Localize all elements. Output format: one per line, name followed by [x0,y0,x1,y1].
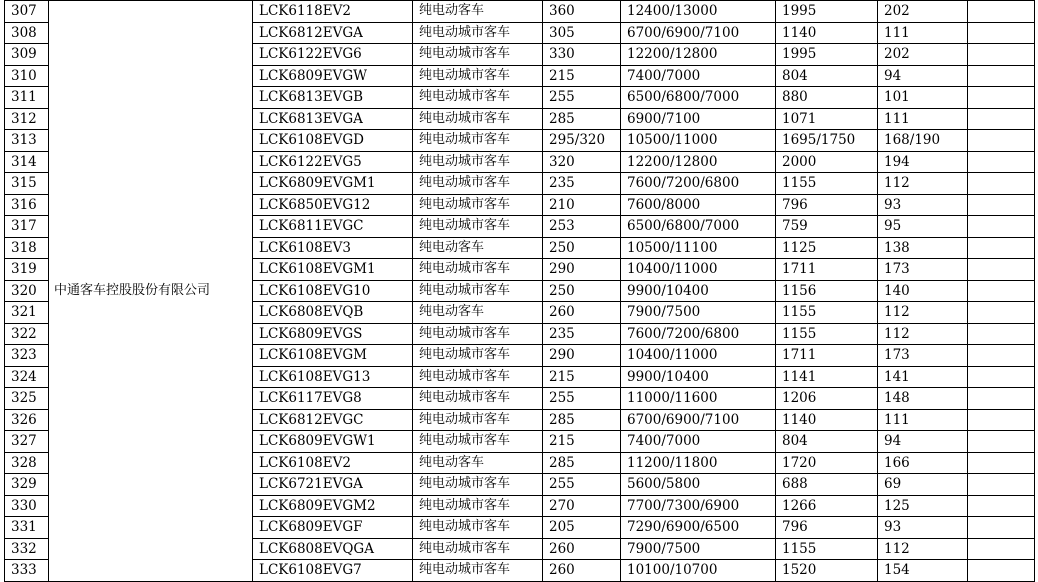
value-cell-a: 1995 [776,1,878,23]
mass-cell: 7400/7000 [621,431,776,453]
model-code-cell: LCK6108EVG7 [253,560,413,582]
mass-cell: 12200/12800 [621,44,776,66]
row-number-cell: 326 [5,409,49,431]
driving-range-cell: 210 [543,194,621,216]
model-code-cell: LCK6108EV2 [253,452,413,474]
row-number-cell: 314 [5,151,49,173]
mass-cell: 12200/12800 [621,151,776,173]
value-cell-b: 112 [878,173,968,195]
row-number-cell: 319 [5,259,49,281]
value-cell-a: 796 [776,517,878,539]
vehicle-type-cell: 纯电动城市客车 [413,22,543,44]
value-cell-a: 796 [776,194,878,216]
empty-cell [968,560,1035,582]
value-cell-b: 141 [878,366,968,388]
driving-range-cell: 235 [543,323,621,345]
value-cell-a: 804 [776,431,878,453]
vehicle-type-cell: 纯电动城市客车 [413,216,543,238]
value-cell-a: 688 [776,474,878,496]
vehicle-catalog-table [4,0,1035,582]
model-code-cell: LCK6808EVQB [253,302,413,324]
row-number-cell: 329 [5,474,49,496]
empty-cell [968,130,1035,152]
value-cell-b: 69 [878,474,968,496]
value-cell-b: 138 [878,237,968,259]
row-number-cell: 332 [5,538,49,560]
model-code-cell: LCK6108EVG13 [253,366,413,388]
value-cell-a: 1156 [776,280,878,302]
vehicle-type-cell: 纯电动城市客车 [413,130,543,152]
value-cell-a: 1071 [776,108,878,130]
model-code-cell: LCK6809EVGW [253,65,413,87]
row-number-cell: 320 [5,280,49,302]
value-cell-b: 94 [878,65,968,87]
vehicle-type-cell: 纯电动城市客车 [413,259,543,281]
mass-cell: 7600/7200/6800 [621,173,776,195]
vehicle-type-cell: 纯电动城市客车 [413,366,543,388]
mass-cell: 7400/7000 [621,65,776,87]
vehicle-type-cell: 纯电动城市客车 [413,323,543,345]
value-cell-b: 94 [878,431,968,453]
vehicle-type-cell: 纯电动城市客车 [413,345,543,367]
vehicle-type-cell: 纯电动客车 [413,452,543,474]
value-cell-a: 1155 [776,173,878,195]
driving-range-cell: 330 [543,44,621,66]
row-number-cell: 328 [5,452,49,474]
row-number-cell: 312 [5,108,49,130]
model-code-cell: LCK6118EV2 [253,1,413,23]
driving-range-cell: 290 [543,259,621,281]
empty-cell [968,22,1035,44]
empty-cell [968,280,1035,302]
value-cell-b: 194 [878,151,968,173]
row-number-cell: 316 [5,194,49,216]
row-number-cell: 331 [5,517,49,539]
driving-range-cell: 285 [543,409,621,431]
value-cell-b: 202 [878,1,968,23]
empty-cell [968,237,1035,259]
row-number-cell: 317 [5,216,49,238]
model-code-cell: LCK6812EVGA [253,22,413,44]
driving-range-cell: 320 [543,151,621,173]
value-cell-a: 1206 [776,388,878,410]
driving-range-cell: 205 [543,517,621,539]
value-cell-b: 148 [878,388,968,410]
driving-range-cell: 255 [543,388,621,410]
value-cell-b: 111 [878,409,968,431]
mass-cell: 10500/11100 [621,237,776,259]
value-cell-a: 1140 [776,409,878,431]
value-cell-a: 1720 [776,452,878,474]
model-code-cell: LCK6108EVGM1 [253,259,413,281]
driving-range-cell: 235 [543,173,621,195]
vehicle-type-cell: 纯电动城市客车 [413,87,543,109]
model-code-cell: LCK6850EVG12 [253,194,413,216]
vehicle-type-cell: 纯电动城市客车 [413,409,543,431]
model-code-cell: LCK6809EVGW1 [253,431,413,453]
value-cell-a: 2000 [776,151,878,173]
model-code-cell: LCK6811EVGC [253,216,413,238]
value-cell-b: 112 [878,302,968,324]
model-code-cell: LCK6812EVGC [253,409,413,431]
value-cell-b: 140 [878,280,968,302]
value-cell-b: 173 [878,345,968,367]
empty-cell [968,388,1035,410]
row-number-cell: 321 [5,302,49,324]
mass-cell: 11000/11600 [621,388,776,410]
empty-cell [968,495,1035,517]
model-code-cell: LCK6809EVGF [253,517,413,539]
model-code-cell: LCK6809EVGM1 [253,173,413,195]
driving-range-cell: 215 [543,65,621,87]
empty-cell [968,1,1035,23]
vehicle-type-cell: 纯电动城市客车 [413,108,543,130]
mass-cell: 9900/10400 [621,280,776,302]
value-cell-b: 112 [878,323,968,345]
row-number-cell: 333 [5,560,49,582]
value-cell-b: 95 [878,216,968,238]
empty-cell [968,517,1035,539]
vehicle-type-cell: 纯电动城市客车 [413,495,543,517]
row-number-cell: 327 [5,431,49,453]
vehicle-type-cell: 纯电动城市客车 [413,431,543,453]
value-cell-a: 1140 [776,22,878,44]
vehicle-type-cell: 纯电动城市客车 [413,560,543,582]
driving-range-cell: 250 [543,237,621,259]
empty-cell [968,323,1035,345]
vehicle-type-cell: 纯电动客车 [413,1,543,23]
value-cell-a: 1155 [776,302,878,324]
value-cell-b: 202 [878,44,968,66]
mass-cell: 5600/5800 [621,474,776,496]
value-cell-b: 111 [878,108,968,130]
value-cell-a: 1155 [776,323,878,345]
mass-cell: 7290/6900/6500 [621,517,776,539]
vehicle-type-cell: 纯电动城市客车 [413,194,543,216]
row-number-cell: 310 [5,65,49,87]
value-cell-a: 804 [776,65,878,87]
value-cell-a: 1155 [776,538,878,560]
model-code-cell: LCK6108EVGM [253,345,413,367]
value-cell-b: 101 [878,87,968,109]
vehicle-type-cell: 纯电动城市客车 [413,280,543,302]
driving-range-cell: 255 [543,474,621,496]
model-code-cell: LCK6813EVGA [253,108,413,130]
driving-range-cell: 270 [543,495,621,517]
row-number-cell: 311 [5,87,49,109]
row-number-cell: 323 [5,345,49,367]
mass-cell: 7700/7300/6900 [621,495,776,517]
row-number-cell: 325 [5,388,49,410]
model-code-cell: LCK6122EVG5 [253,151,413,173]
vehicle-type-cell: 纯电动城市客车 [413,173,543,195]
value-cell-a: 880 [776,87,878,109]
row-number-cell: 322 [5,323,49,345]
vehicle-type-cell: 纯电动城市客车 [413,44,543,66]
driving-range-cell: 215 [543,431,621,453]
mass-cell: 6500/6800/7000 [621,87,776,109]
mass-cell: 12400/13000 [621,1,776,23]
empty-cell [968,366,1035,388]
value-cell-b: 166 [878,452,968,474]
driving-range-cell: 250 [543,280,621,302]
vehicle-type-cell: 纯电动城市客车 [413,538,543,560]
empty-cell [968,474,1035,496]
mass-cell: 6700/6900/7100 [621,22,776,44]
value-cell-a: 1520 [776,560,878,582]
driving-range-cell: 360 [543,1,621,23]
model-code-cell: LCK6122EVG6 [253,44,413,66]
mass-cell: 7900/7500 [621,538,776,560]
value-cell-a: 1266 [776,495,878,517]
driving-range-cell: 290 [543,345,621,367]
vehicle-type-cell: 纯电动客车 [413,237,543,259]
model-code-cell: LCK6117EVG8 [253,388,413,410]
mass-cell: 7600/7200/6800 [621,323,776,345]
value-cell-b: 154 [878,560,968,582]
empty-cell [968,259,1035,281]
mass-cell: 6500/6800/7000 [621,216,776,238]
row-number-cell: 318 [5,237,49,259]
value-cell-a: 1711 [776,259,878,281]
value-cell-b: 111 [878,22,968,44]
mass-cell: 7600/8000 [621,194,776,216]
mass-cell: 6700/6900/7100 [621,409,776,431]
driving-range-cell: 215 [543,366,621,388]
value-cell-a: 1711 [776,345,878,367]
empty-cell [968,151,1035,173]
empty-cell [968,216,1035,238]
model-code-cell: LCK6808EVQGA [253,538,413,560]
driving-range-cell: 260 [543,538,621,560]
mass-cell: 11200/11800 [621,452,776,474]
mass-cell: 6900/7100 [621,108,776,130]
model-code-cell: LCK6813EVGB [253,87,413,109]
model-code-cell: LCK6809EVGM2 [253,495,413,517]
mass-cell: 10400/11000 [621,345,776,367]
mass-cell: 9900/10400 [621,366,776,388]
empty-cell [968,431,1035,453]
value-cell-a: 1995 [776,44,878,66]
table-row [5,1,1035,23]
vehicle-type-cell: 纯电动城市客车 [413,151,543,173]
company-name-cell: 中通客车控股股份有限公司 [49,1,253,582]
driving-range-cell: 285 [543,108,621,130]
value-cell-b: 125 [878,495,968,517]
model-code-cell: LCK6108EVG10 [253,280,413,302]
empty-cell [968,452,1035,474]
row-number-cell: 309 [5,44,49,66]
empty-cell [968,302,1035,324]
model-code-cell: LCK6108EVGD [253,130,413,152]
value-cell-b: 173 [878,259,968,281]
row-number-cell: 307 [5,1,49,23]
driving-range-cell: 285 [543,452,621,474]
empty-cell [968,194,1035,216]
vehicle-type-cell: 纯电动城市客车 [413,388,543,410]
model-code-cell: LCK6108EV3 [253,237,413,259]
empty-cell [968,108,1035,130]
table-body [5,1,1035,582]
mass-cell: 10100/10700 [621,560,776,582]
row-number-cell: 330 [5,495,49,517]
empty-cell [968,173,1035,195]
value-cell-a: 759 [776,216,878,238]
driving-range-cell: 305 [543,22,621,44]
row-number-cell: 308 [5,22,49,44]
value-cell-b: 93 [878,194,968,216]
value-cell-b: 168/190 [878,130,968,152]
vehicle-type-cell: 纯电动城市客车 [413,474,543,496]
row-number-cell: 313 [5,130,49,152]
value-cell-a: 1695/1750 [776,130,878,152]
driving-range-cell: 260 [543,302,621,324]
model-code-cell: LCK6721EVGA [253,474,413,496]
driving-range-cell: 295/320 [543,130,621,152]
row-number-cell: 324 [5,366,49,388]
empty-cell [968,65,1035,87]
vehicle-type-cell: 纯电动客车 [413,302,543,324]
driving-range-cell: 255 [543,87,621,109]
value-cell-a: 1125 [776,237,878,259]
empty-cell [968,44,1035,66]
model-code-cell: LCK6809EVGS [253,323,413,345]
vehicle-type-cell: 纯电动城市客车 [413,65,543,87]
mass-cell: 10400/11000 [621,259,776,281]
vehicle-type-cell: 纯电动城市客车 [413,517,543,539]
empty-cell [968,345,1035,367]
row-number-cell: 315 [5,173,49,195]
driving-range-cell: 260 [543,560,621,582]
empty-cell [968,538,1035,560]
driving-range-cell: 253 [543,216,621,238]
mass-cell: 10500/11000 [621,130,776,152]
value-cell-a: 1141 [776,366,878,388]
empty-cell [968,87,1035,109]
mass-cell: 7900/7500 [621,302,776,324]
value-cell-b: 93 [878,517,968,539]
value-cell-b: 112 [878,538,968,560]
empty-cell [968,409,1035,431]
